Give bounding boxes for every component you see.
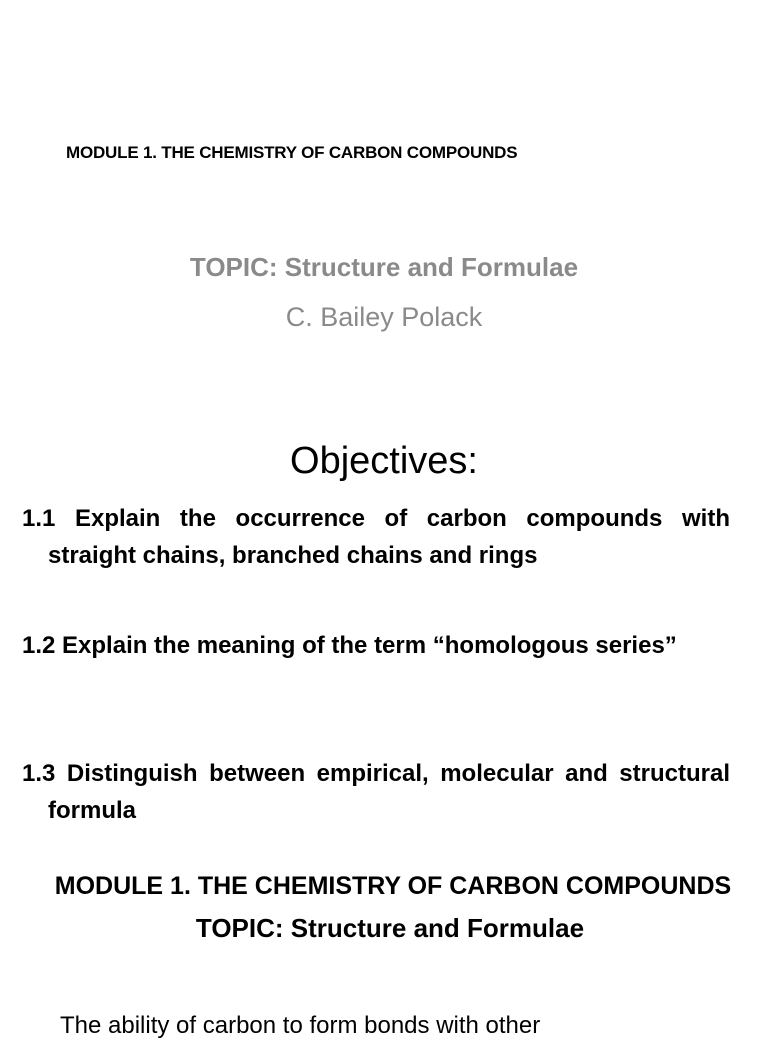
body-text: The ability of carbon to form bonds with other xyxy=(60,1012,541,1039)
title-slide xyxy=(0,0,768,420)
content-slide xyxy=(0,860,768,1039)
author-name: C. Bailey Polack xyxy=(285,302,483,332)
objectives-slide xyxy=(0,420,768,860)
objectives-heading: Objectives: xyxy=(290,440,478,482)
module-title: MODULE 1. THE CHEMISTRY OF CARBON COMPOUNDS xyxy=(54,872,732,900)
objective-item: 1.3 Distinguish between empirical, molecular and structural formula xyxy=(22,760,730,824)
objective-item: 1.2 Explain the meaning of the term “homologous series” xyxy=(22,632,677,659)
topic-title: TOPIC: Structure and Formulae xyxy=(195,913,585,943)
module-title: MODULE 1. THE CHEMISTRY OF CARBON COMPOUNDS xyxy=(66,143,518,162)
topic-title: TOPIC: Structure and Formulae xyxy=(189,252,579,282)
objective-item: 1.1 Explain the occurrence of carbon compounds with straight chains, branched chains and rings xyxy=(22,505,730,569)
